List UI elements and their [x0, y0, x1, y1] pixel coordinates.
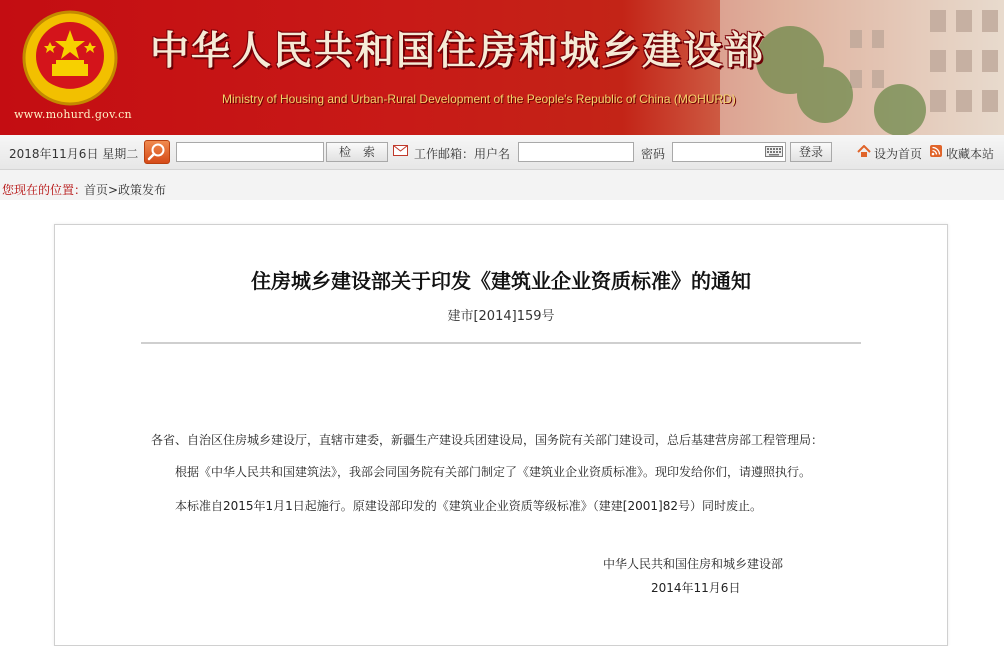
- site-url: www.mohurd.gov.cn: [14, 108, 132, 121]
- keyboard-icon[interactable]: [765, 146, 783, 157]
- site-title: 中华人民共和国住房和城乡建设部: [150, 29, 766, 74]
- bookmark-link[interactable]: 收藏本站: [946, 147, 995, 161]
- site-subtitle: Ministry of Housing and Urban-Rural Development of the People's Republic of China (MOHURD): [222, 92, 736, 106]
- home-icon: [857, 145, 871, 158]
- username-field[interactable]: [518, 142, 634, 162]
- document-number: 建市[2014]159号: [447, 309, 555, 324]
- mail-icon: [393, 145, 408, 156]
- signature-organization: 中华人民共和国住房和城乡建设部: [603, 557, 784, 571]
- search-button[interactable]: 检 索: [326, 142, 388, 162]
- breadcrumb-label: 您现在的位置：: [2, 183, 87, 197]
- site-banner: [0, 0, 1004, 135]
- search-input[interactable]: [176, 142, 324, 162]
- password-label: 密码: [641, 147, 666, 161]
- rss-bookmark-icon: [930, 145, 942, 157]
- article-title: 住房城乡建设部关于印发《建筑业企业资质标准》的通知: [251, 269, 751, 293]
- current-date: 2018年11月6日 星期二: [9, 147, 139, 161]
- set-home-link[interactable]: 设为首页: [874, 147, 923, 161]
- breadcrumb: [0, 170, 1004, 200]
- breadcrumb-trail[interactable]: 首页>政策发布: [84, 183, 167, 197]
- article-paragraph: 根据《中华人民共和国建筑法》，我部会同国务院有关部门制定了《建筑业企业资质标准》。现印发给你们，请遵照执行。: [175, 465, 812, 479]
- article-panel: [54, 224, 948, 646]
- top-toolbar: [0, 135, 1004, 170]
- magnifier-icon: [145, 141, 169, 163]
- article-paragraph: 各省、自治区住房城乡建设厅，直辖市建委，新疆生产建设兵团建设局，国务院有关部门建设司，总后基建营房部工程管理局：: [151, 433, 824, 447]
- article-paragraph: 本标准自2015年1月1日起施行。原建设部印发的《建筑业企业资质等级标准》（建建[2001]82号）同时废止。: [175, 499, 762, 513]
- search-icon-button[interactable]: [144, 140, 170, 164]
- mail-username-label: 工作邮箱：用户名: [414, 147, 511, 161]
- signature-date: 2014年11月6日: [651, 581, 741, 595]
- national-emblem-icon: [20, 8, 120, 108]
- title-divider: [141, 342, 861, 344]
- login-button[interactable]: 登录: [790, 142, 832, 162]
